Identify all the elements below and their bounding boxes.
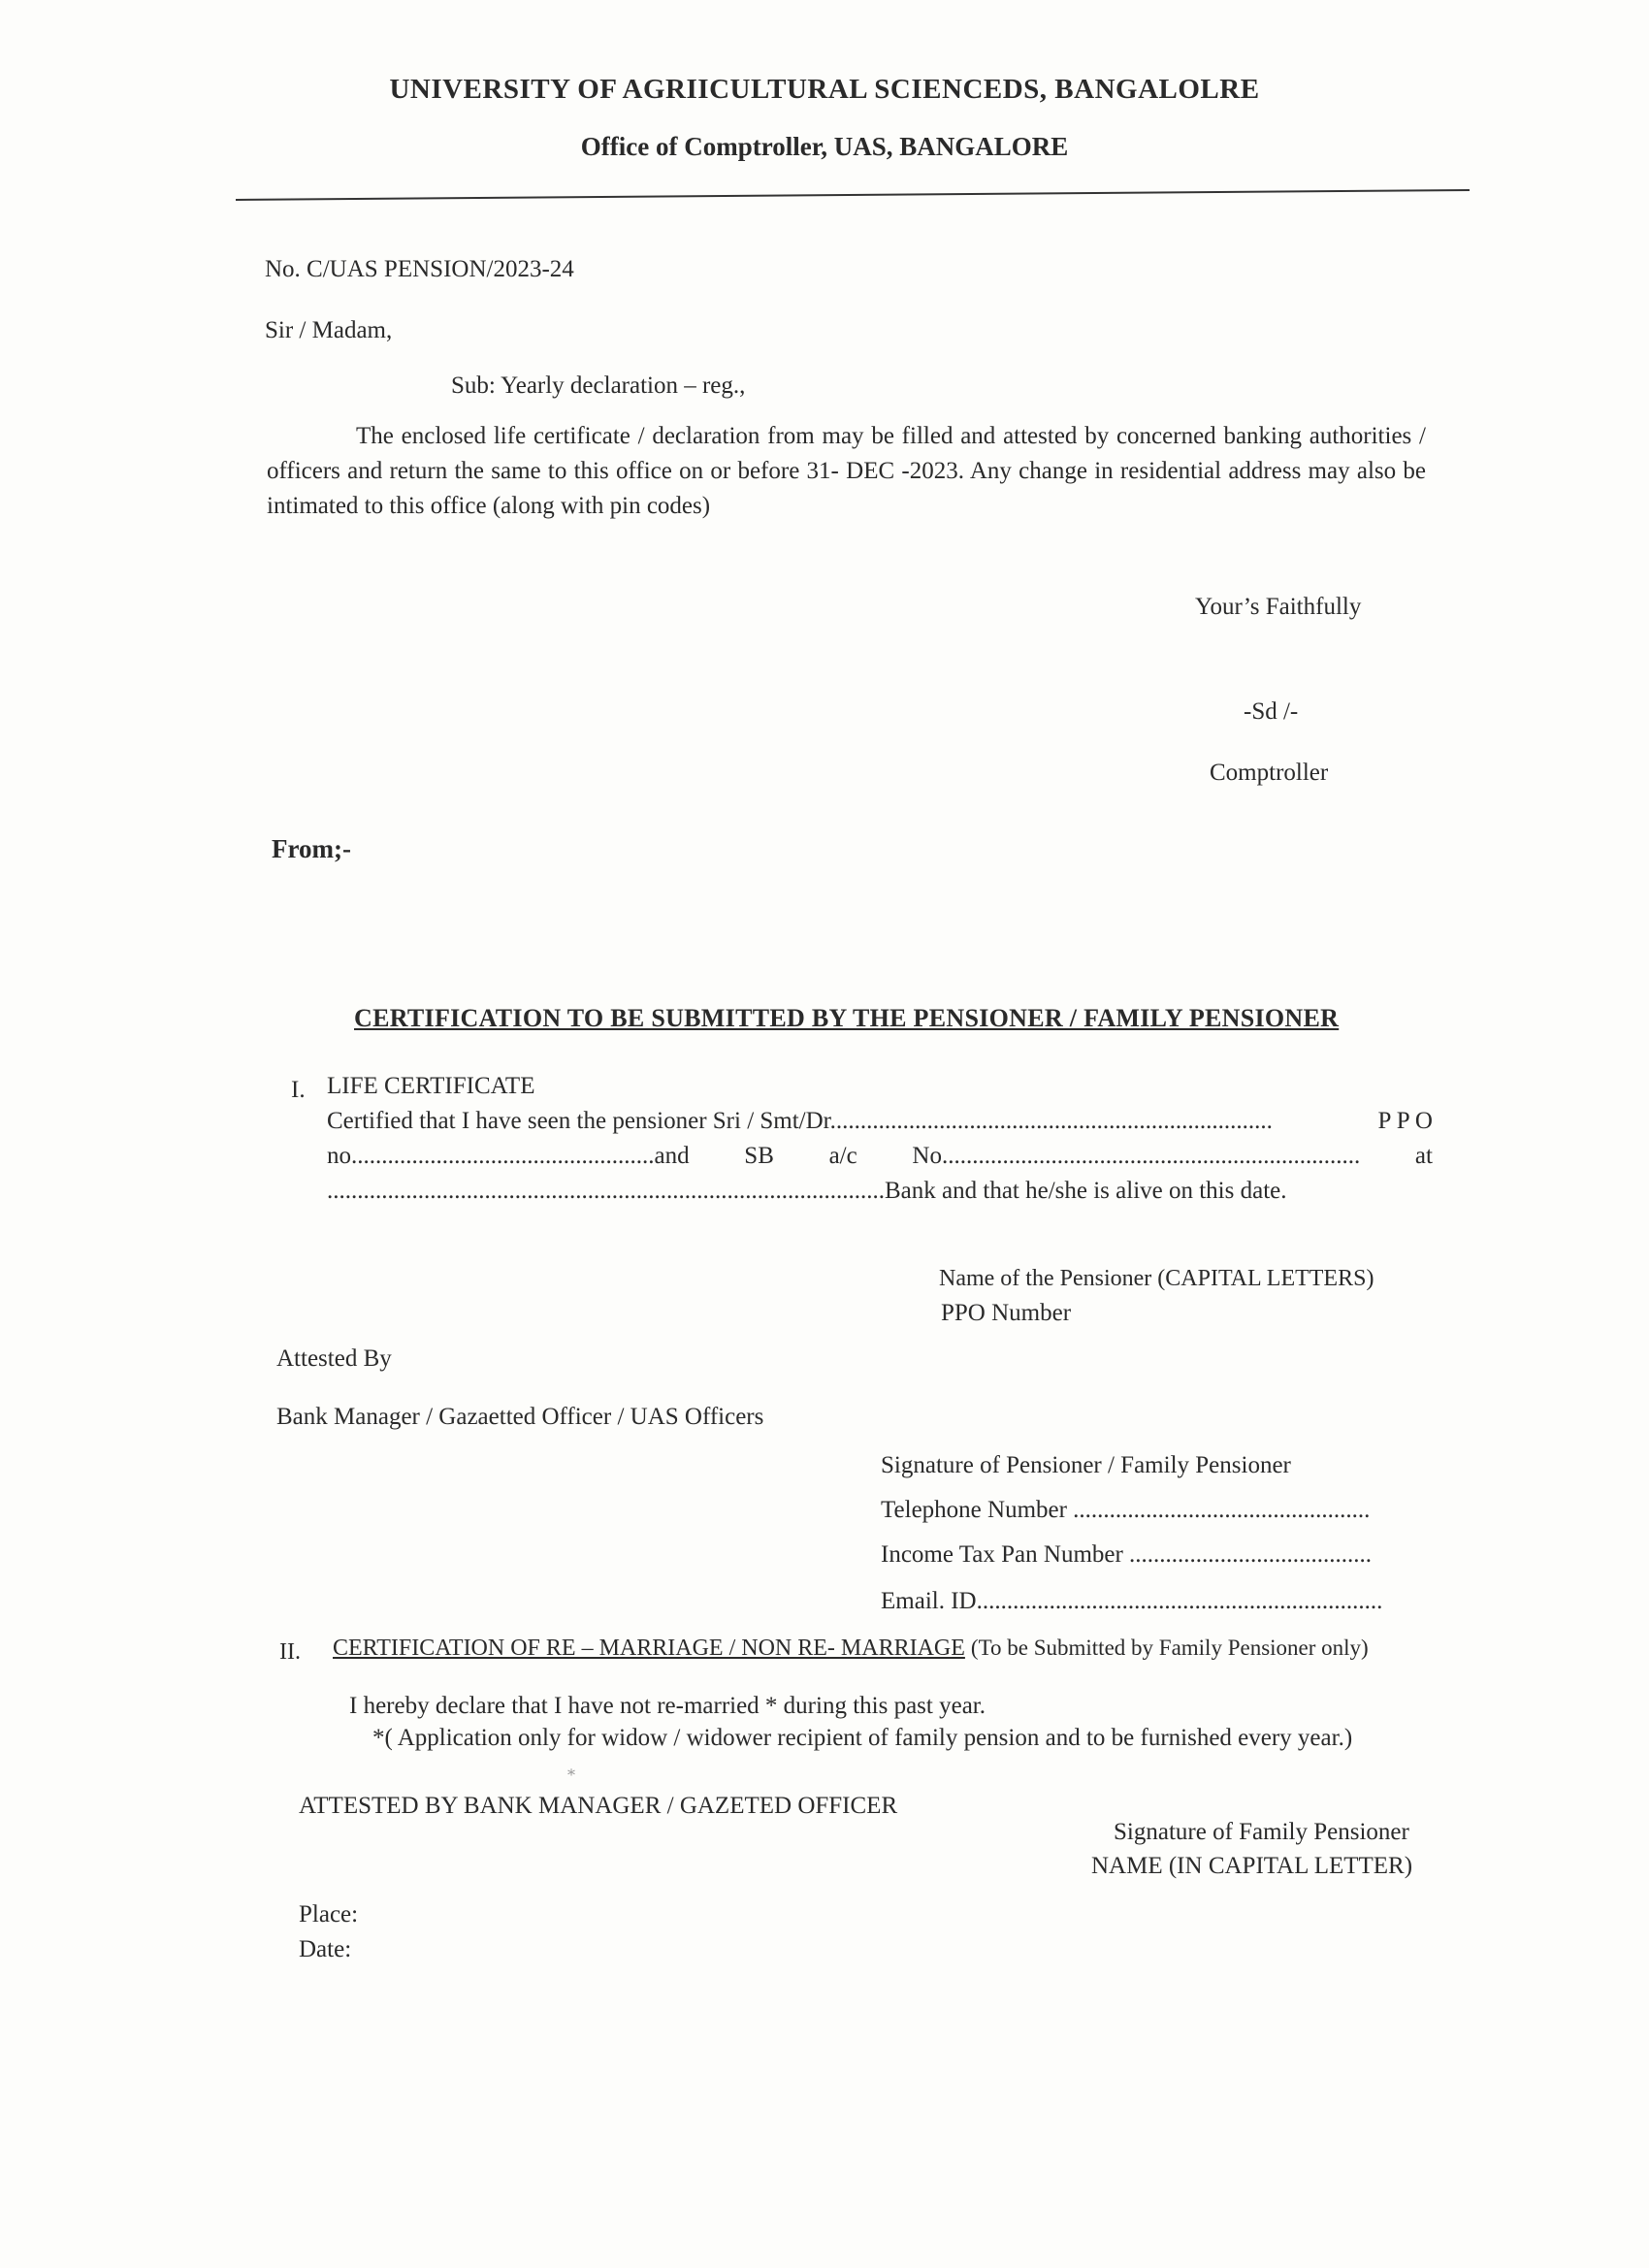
pensioner-name-blank: Certified that I have seen the pensioner Sri / Smt/Dr......................................................................... (327, 1108, 1273, 1134)
reference-number: No. C/UAS PENSION/2023-24 (265, 256, 574, 282)
subject-line: Sub: Yearly declaration – reg., (451, 373, 746, 399)
pensioner-name-label: Name of the Pensioner (CAPITAL LETTERS) (939, 1266, 1374, 1291)
ac-label: a/c (828, 1143, 857, 1169)
office-name: Office of Comptroller, UAS, BANGALORE (580, 132, 1069, 161)
letter-body: The enclosed life certificate / declaration from may be filled and attested by concerned banking authorities / officers and return the same to this office on or before 31- DEC -2023. Any change in residential address may also be intimated to this office (along with pin codes) (267, 423, 1426, 519)
life-certificate-text (327, 1104, 1433, 1209)
university-name: UNIVERSITY OF AGRIICULTURAL SCIENCEDS, BANGALOLRE (389, 74, 1260, 105)
life-certificate-heading: LIFE CERTIFICATE (327, 1073, 535, 1099)
certification-title: CERTIFICATION TO BE SUBMITTED BY THE PENSIONER / FAMILY PENSIONER (354, 1004, 1340, 1032)
section-one-numeral: I. (291, 1077, 306, 1103)
salutation: Sir / Madam, (265, 317, 393, 343)
account-number-blank: No..................................................................... (912, 1143, 1361, 1169)
at-label: at (1414, 1143, 1433, 1169)
email-field: Email. ID................................................................... (881, 1588, 1383, 1614)
sb-label: SB (744, 1143, 774, 1169)
remarriage-title: CERTIFICATION OF RE – MARRIAGE / NON RE- MARRIAGE (333, 1636, 965, 1661)
bank-name-blank: ............................................................................................Bank and that he/she is alive on this date. (327, 1178, 1287, 1204)
section-two-numeral: II. (279, 1639, 301, 1665)
pensioner-signature-label: Signature of Pensioner / Family Pensioner (881, 1452, 1291, 1478)
declaration-footnote: *( Application only for widow / widower recipient of family pension and to be furnished every year.) (372, 1725, 1353, 1751)
remarriage-heading (333, 1636, 1369, 1662)
life-certificate-line-2 (327, 1139, 1433, 1174)
place-label: Place: (299, 1901, 359, 1928)
attested-by-label: Attested By (276, 1345, 392, 1372)
signature-sd: -Sd /- (1244, 698, 1299, 725)
ppo-number-label: PPO Number (941, 1300, 1072, 1326)
pan-number-field: Income Tax Pan Number ........................................ (881, 1541, 1373, 1568)
family-pensioner-name-label: NAME (IN CAPITAL LETTER) (1091, 1853, 1413, 1879)
attested-by-bank-manager: ATTESTED BY BANK MANAGER / GAZETED OFFICER (299, 1793, 898, 1819)
designation: Comptroller (1210, 760, 1329, 786)
ppo-label: P P O (1377, 1108, 1433, 1134)
non-remarriage-declaration: I hereby declare that I have not re-married * during this past year. (349, 1693, 986, 1719)
from-label: From;- (272, 834, 351, 863)
header-divider (236, 189, 1470, 201)
ppo-number-blank: no..................................................and (327, 1143, 690, 1169)
ink-smudge: ⁎ (567, 1763, 575, 1779)
remarriage-note: (To be Submitted by Family Pensioner only) (970, 1636, 1369, 1660)
telephone-field: Telephone Number ................................................. (881, 1497, 1371, 1523)
date-label: Date: (299, 1936, 352, 1962)
closing-remark: Your’s Faithfully (1195, 594, 1362, 620)
family-pensioner-signature-label: Signature of Family Pensioner (1114, 1819, 1409, 1845)
life-certificate-line-1 (327, 1104, 1433, 1139)
attesting-officers: Bank Manager / Gazaetted Officer / UAS Officers (276, 1404, 764, 1430)
